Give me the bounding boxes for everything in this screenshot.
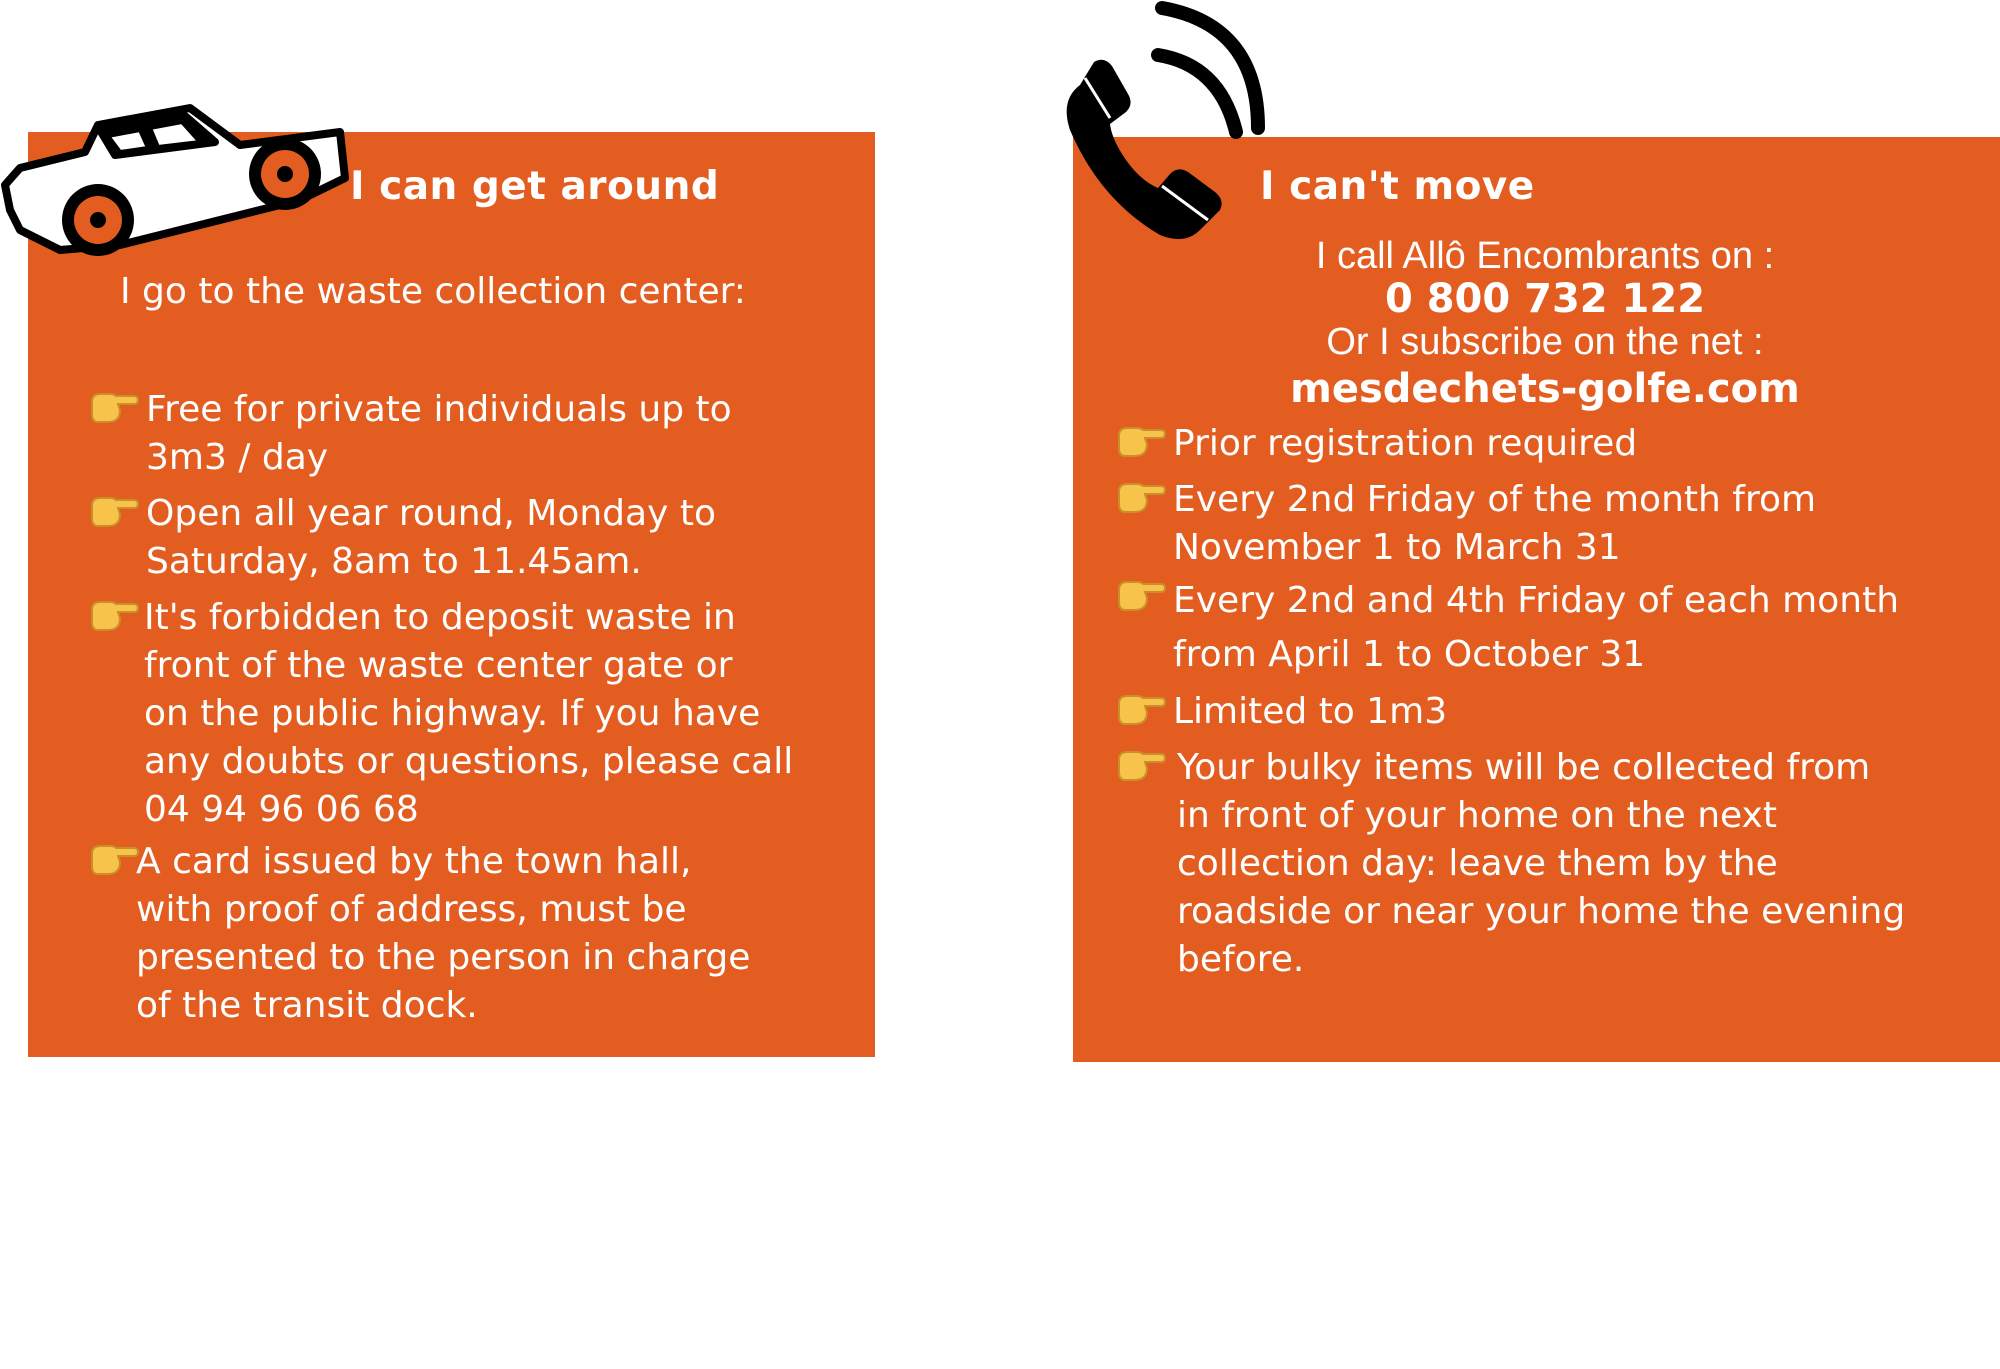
right-bullet-3-text: Every 2nd and 4th Friday of each month from April 1 to October 31 [1173, 580, 1900, 675]
left-title: I can get around [350, 164, 720, 209]
left-bullet-1 [88, 386, 732, 482]
pointing-hand-icon [1115, 690, 1167, 730]
right-bullet-4-text: Limited to 1m3 [1173, 691, 1448, 732]
right-bullet-3 [1115, 574, 1899, 682]
right-bullet-1 [1115, 420, 1637, 468]
car-icon [0, 50, 360, 260]
left-bullet-1-text: Free for private individuals up to 3m3 / day [146, 389, 732, 478]
left-bullet-4 [88, 838, 750, 1030]
right-bullet-2 [1115, 476, 1816, 572]
right-bullet-4 [1115, 688, 1447, 736]
right-contact-block [1230, 235, 1860, 411]
pointing-hand-icon [1115, 422, 1167, 462]
phone-icon [1040, 0, 1280, 250]
call-line: I call Allô Encombrants on : [1315, 235, 1775, 277]
pointing-hand-icon [88, 388, 140, 428]
left-bullet-3 [88, 594, 793, 834]
right-bullet-5-text: Your bulky items will be collected from in front of your home on the next collection day: leave them by the roadside or near your home the evening before. [1177, 747, 1906, 980]
pointing-hand-icon [1115, 478, 1167, 518]
subscribe-line: Or I subscribe on the net : [1326, 321, 1764, 363]
pointing-hand-icon [1115, 746, 1167, 786]
phone-number[interactable]: 0 800 732 122 [1384, 276, 1706, 322]
left-bullet-3-text: It's forbidden to deposit waste in front of the waste center gate or on the public highway. If you have any doubts or questions, please call 04 94 96 06 68 [144, 597, 794, 830]
right-bullet-1-text: Prior registration required [1173, 423, 1638, 464]
left-bullet-2 [88, 490, 716, 586]
right-title: I can't move [1260, 164, 1535, 209]
right-bullet-2-text: Every 2nd Friday of the month from November 1 to March 31 [1173, 479, 1817, 568]
right-bullet-5 [1115, 744, 1905, 984]
pointing-hand-icon [88, 596, 140, 636]
left-bullet-2-text: Open all year round, Monday to Saturday, 8am to 11.45am. [146, 493, 716, 582]
pointing-hand-icon [1115, 576, 1167, 616]
pointing-hand-icon [88, 840, 140, 880]
pointing-hand-icon [88, 492, 140, 532]
left-subtitle: I go to the waste collection center: [120, 271, 746, 312]
website-link[interactable]: mesdechets-golfe.com [1290, 366, 1800, 412]
left-bullet-4-text: A card issued by the town hall, with proof of address, must be presented to the person in charge of the transit dock. [136, 841, 751, 1026]
